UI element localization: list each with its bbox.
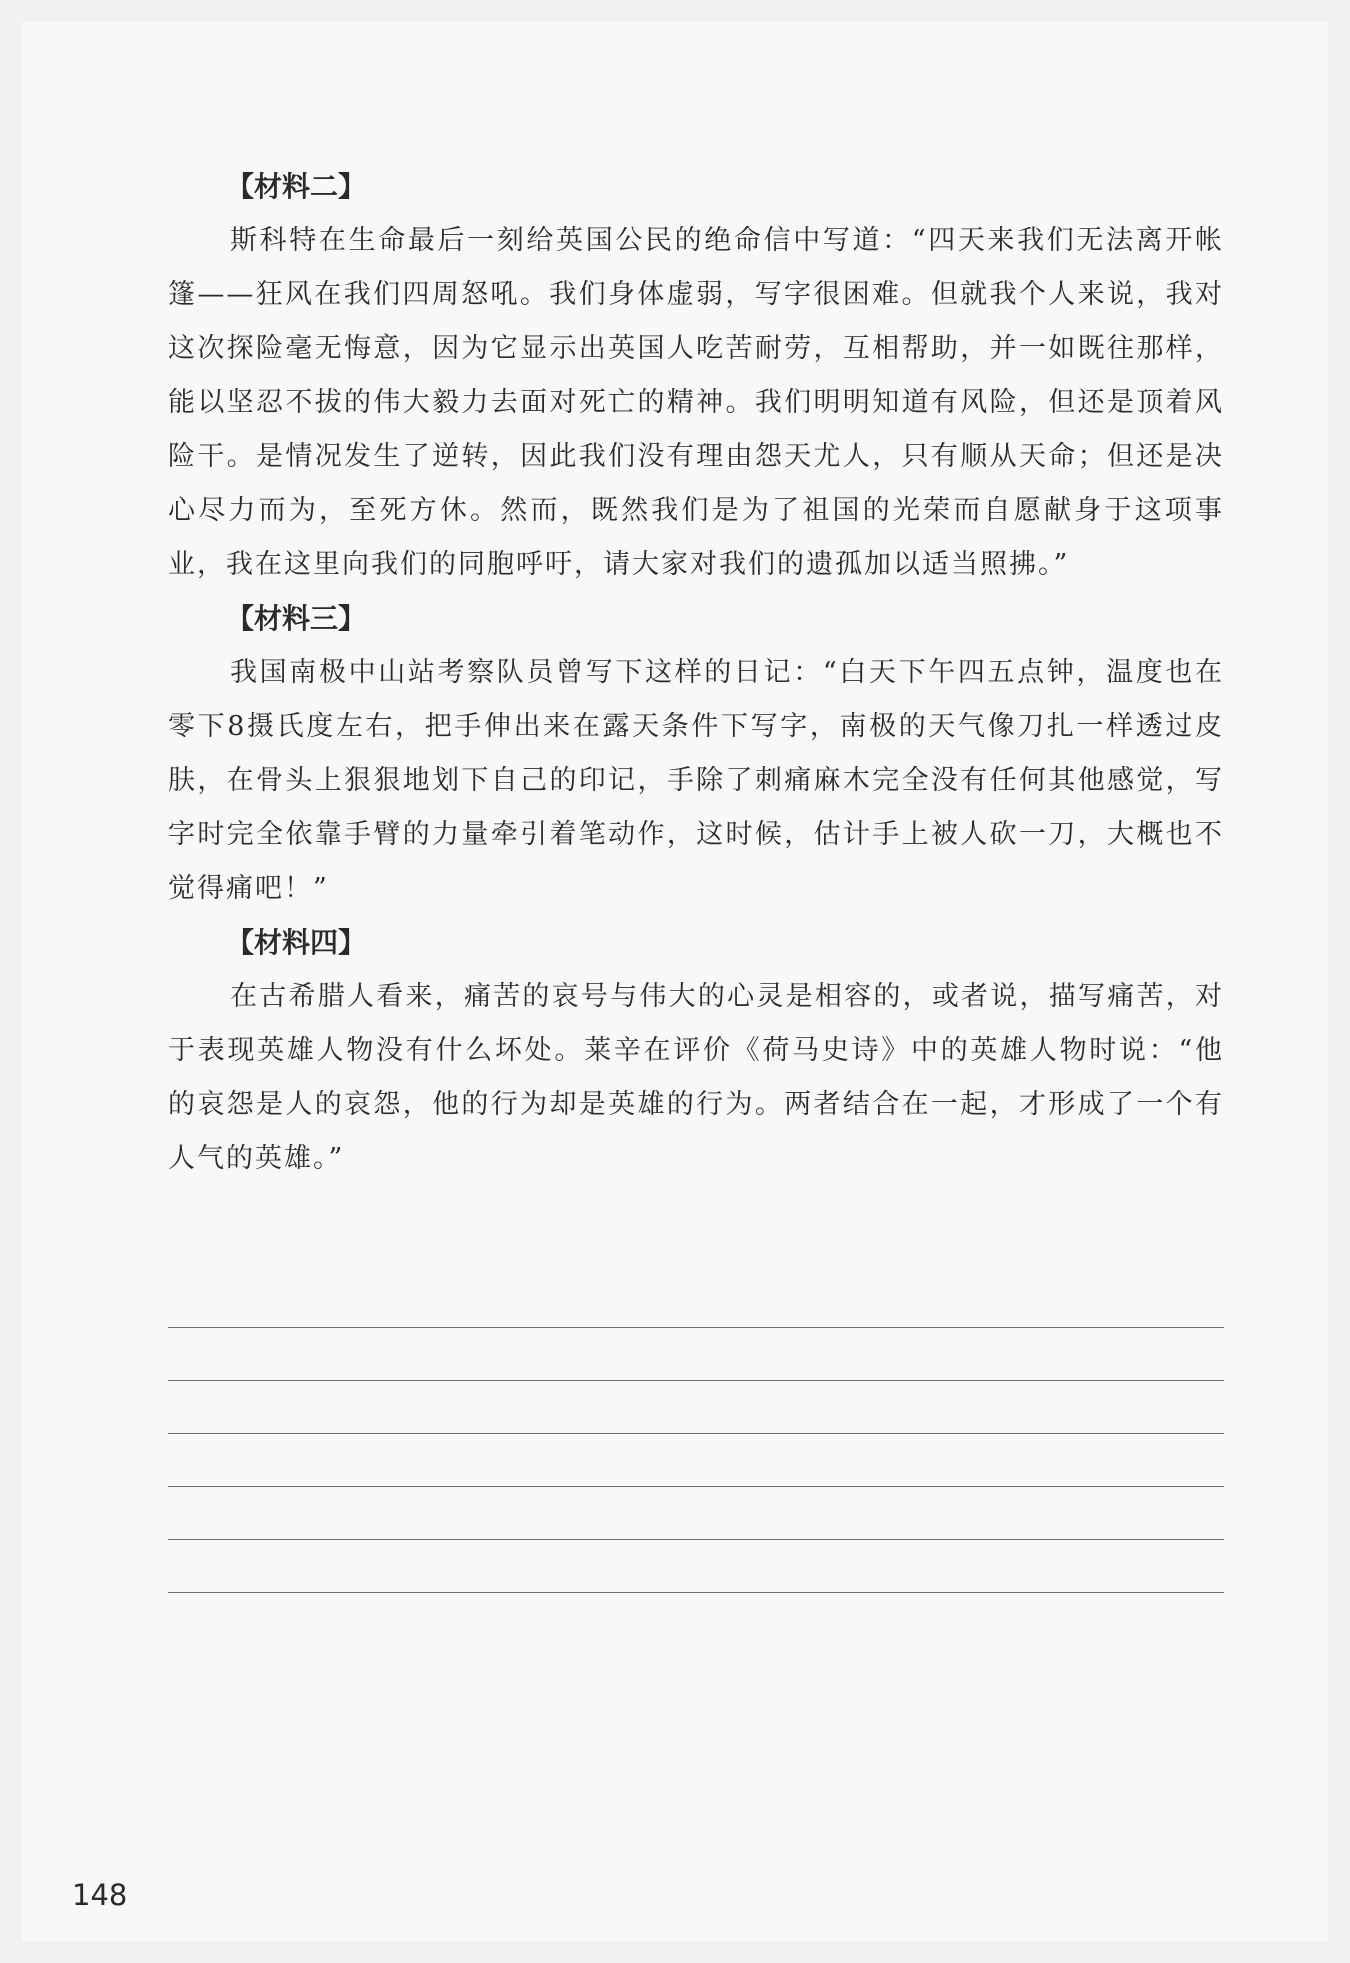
material-3-text: 我国南极中山站考察队员曾写下这样的日记：“白天下午四五点钟，温度也在零下8摄氏度左右，把手伸出来在露天条件下写字，南极的天气像刀扎一样透过皮肤，在骨头上狠狠地划下自己的印记，手除了刺痛麻木完全没有任何其他感觉，写字时完全依靠手臂的力量牵引着笔动作，这时候，估计手上被人砍一刀，大概也不觉得痛吧！”: [168, 657, 1224, 904]
material-4-text: 在古希腊人看来，痛苦的哀号与伟大的心灵是相容的，或者说，描写痛苦，对于表现英雄人物没有什么坏处。莱辛在评价《荷马史诗》中的英雄人物时说：“他的哀怨是人的哀怨，他的行为却是英雄的行为。两者结合在一起，才形成了一个有人气的英雄。”: [168, 981, 1224, 1174]
material-4-section: [168, 916, 1224, 1186]
content: [168, 160, 1224, 1186]
answer-lines[interactable]: [168, 1275, 1224, 1593]
answer-line[interactable]: [168, 1275, 1224, 1328]
answer-line[interactable]: [168, 1328, 1224, 1381]
material-4-heading: 【材料四】: [226, 926, 367, 959]
material-3-section: [168, 592, 1224, 916]
material-2-section: [168, 160, 1224, 592]
material-2-text: 斯科特在生命最后一刻给英国公民的绝命信中写道：“四天来我们无法离开帐篷——狂风在我们四周怒吼。我们身体虚弱，写字很困难。但就我个人来说，我对这次探险毫无悔意，因为它显示出英国人吃苦耐劳，互相帮助，并一如既往那样，能以坚忍不拔的伟大毅力去面对死亡的精神。我们明明知道有风险，但还是顶着风险干。是情况发生了逆转，因此我们没有理由怨天尤人，只有顺从天命；但还是决心尽力而为，至死方休。然而，既然我们是为了祖国的光荣而自愿献身于这项事业，我在这里向我们的同胞呼吁，请大家对我们的遗孤加以适当照拂。”: [168, 225, 1224, 580]
material-3-heading: 【材料三】: [226, 602, 367, 635]
answer-line[interactable]: [168, 1487, 1224, 1540]
answer-line[interactable]: [168, 1381, 1224, 1434]
page-number: 148: [72, 1878, 128, 1912]
answer-line[interactable]: [168, 1434, 1224, 1487]
material-2-heading: 【材料二】: [226, 170, 367, 203]
answer-line[interactable]: [168, 1540, 1224, 1593]
